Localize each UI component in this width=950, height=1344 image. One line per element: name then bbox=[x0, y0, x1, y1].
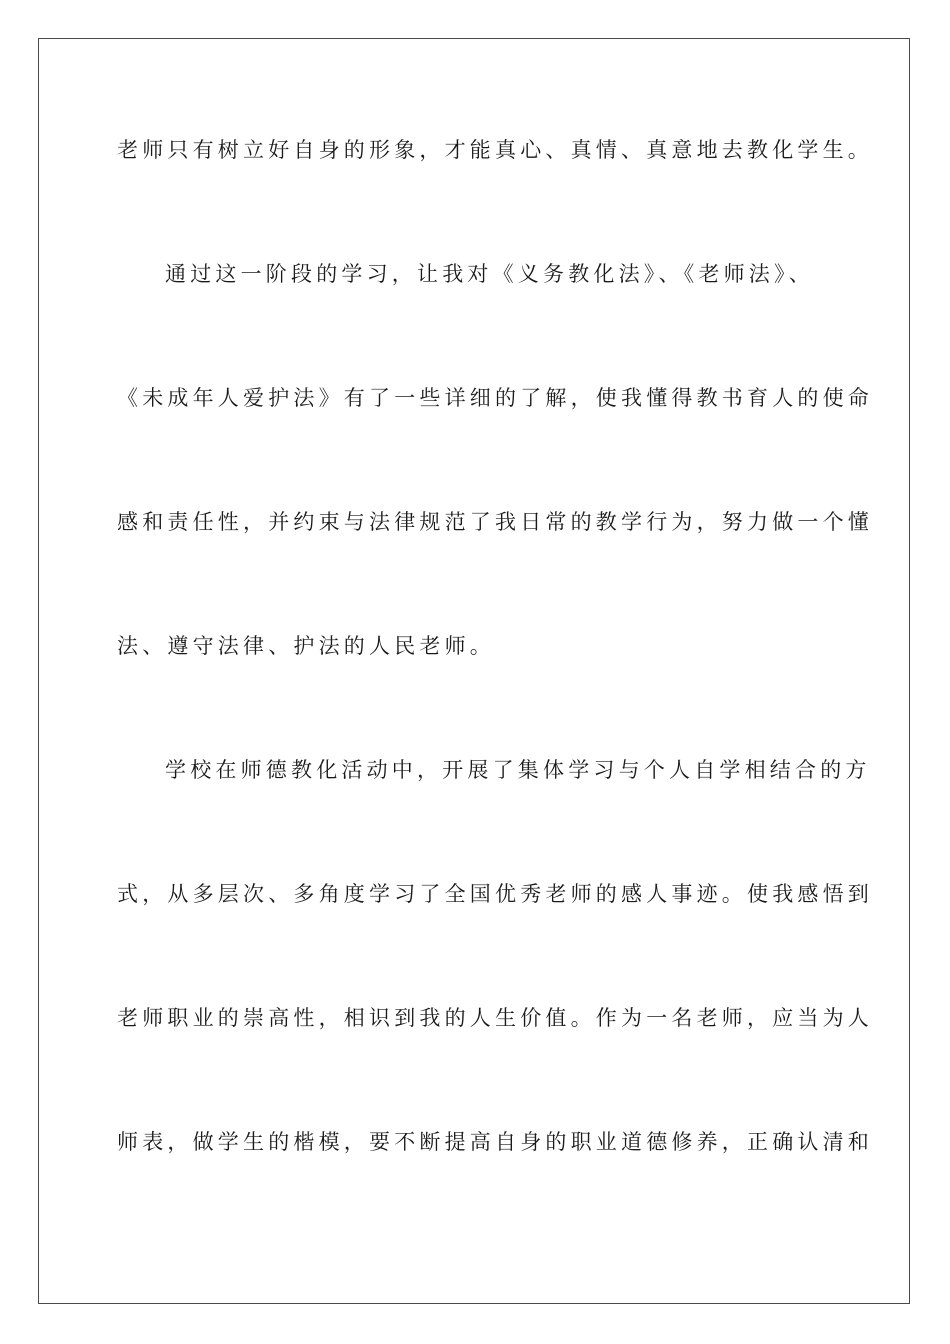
text-line: 《未成年人爱护法》有了一些详细的了解，使我懂得教书育人的使命 bbox=[117, 386, 873, 410]
text-line: 法、遵守法律、护法的人民老师。 bbox=[117, 634, 495, 658]
text-line: 感和责任性，并约束与法律规范了我日常的教学行为，努力做一个懂 bbox=[117, 510, 873, 534]
text-line: 式，从多层次、多角度学习了全国优秀老师的感人事迹。使我感悟到 bbox=[117, 882, 873, 906]
text-line: 老师职业的崇高性，相识到我的人生价值。作为一名老师，应当为人 bbox=[117, 1006, 873, 1030]
page-frame bbox=[38, 38, 910, 1304]
text-line: 老师只有树立好自身的形象，才能真心、真情、真意地去教化学生。 bbox=[117, 138, 873, 162]
paragraph-start-line: 通过这一阶段的学习，让我对《义务教化法》、《老师法》、 bbox=[165, 262, 814, 286]
text-line: 师表，做学生的楷模，要不断提高自身的职业道德修养，正确认清和 bbox=[117, 1130, 873, 1154]
paragraph-start-line: 学校在师德教化活动中，开展了集体学习与个人自学相结合的方 bbox=[165, 758, 871, 782]
